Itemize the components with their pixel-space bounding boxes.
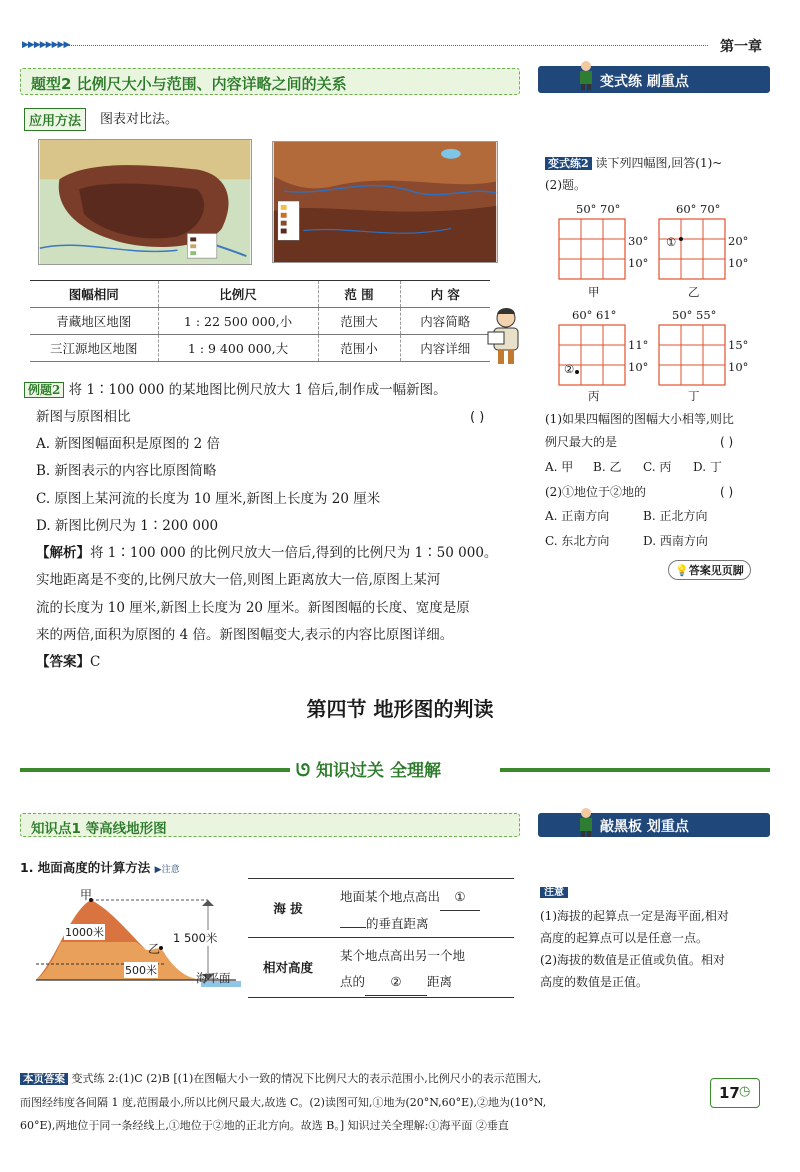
variant-tag: 变式练2: [545, 157, 592, 170]
grid-ding-lat-a: 15°: [728, 338, 749, 352]
q2-line: (2)①地位于②地的: [545, 485, 646, 499]
table-cell: 范围小: [318, 335, 400, 362]
table-header-row: [30, 281, 490, 308]
variant-intro-1: 变式练2 读下列四幅图,回答(1)~: [545, 152, 722, 175]
person-icon: [576, 60, 596, 90]
clock-icon: ◷: [739, 1084, 751, 1099]
note-box: [540, 880, 770, 993]
variant-practice-tag: 变式练 刷重点: [538, 66, 770, 93]
banner-line-left: [20, 768, 290, 772]
table-row: [30, 335, 490, 362]
col-header: 内 容: [400, 281, 490, 308]
grid-yi-lat-b: 10°: [728, 256, 749, 270]
qinghai-tibet-map: [38, 139, 252, 265]
chapter-label: 第一章: [720, 39, 762, 55]
banner-line-right: [500, 768, 770, 772]
analysis-label: 【解析】: [36, 545, 90, 561]
grid-yi-mark: ①: [666, 235, 677, 249]
grid-figures: [558, 202, 768, 403]
grid-bing-lat-b: 10°: [628, 360, 649, 374]
q1-opt-c: C. 丙: [643, 460, 672, 474]
q1-opt-a: A. 甲: [545, 460, 574, 474]
height-1500-label: 1 500米: [173, 931, 218, 945]
grid-jia-top: 50° 70°: [576, 202, 621, 216]
grid-yi: [658, 218, 728, 282]
point-jia-label: 甲: [80, 888, 93, 902]
bulb-icon: 💡: [675, 564, 689, 577]
grid-jia: [558, 218, 628, 282]
analysis-line1: 【解析】将 1∶100 000 的比例尺放大一倍后,得到的比例尺为 1∶50 000。: [36, 545, 498, 561]
example-stem-line1: [24, 377, 534, 404]
header-arrows: ▶▶▶▶▶▶▶▶: [22, 40, 70, 50]
calc-title: 1. 地面高度的计算方法 ▶注意: [20, 860, 180, 875]
grid-jia-lat-a: 30°: [628, 234, 649, 248]
grid-ding-lat-b: 10°: [728, 360, 749, 374]
variant-intro-2: (2)题。: [545, 178, 586, 192]
option-d: D. 新图比例尺为 1∶200 000: [36, 518, 219, 534]
answer-value: C: [90, 654, 101, 670]
teacher-icon: [576, 807, 596, 837]
swirl-icon: ᘎ: [296, 761, 311, 781]
comparison-table: [30, 280, 490, 362]
grid-yi-lat-a: 20°: [728, 234, 749, 248]
kp1-title: 知识点1 等高线地形图: [31, 821, 167, 837]
blackboard-tag: 敲黑板 划重点: [538, 813, 770, 837]
cartoon-reader-icon: [484, 306, 526, 368]
table-cell: 1 : 22 500 000,小: [158, 308, 318, 335]
grid-bing-mark: ②: [564, 362, 575, 376]
q2-opt-a: A. 正南方向: [545, 509, 610, 523]
def-key: 相对高度: [262, 960, 313, 975]
method-text: 图表对比法。: [100, 112, 179, 127]
q1-opt-d: D. 丁: [693, 460, 722, 474]
section-title: 第四节 地形图的判读: [306, 697, 494, 721]
grid-jia-lat-b: 10°: [628, 256, 649, 270]
q1-line1: (1)如果四幅图的图幅大小相等,则比: [545, 412, 734, 426]
analysis-line3: 流的长度为 10 厘米,新图上长度为 20 厘米。新图图幅的长度、宽度是原: [36, 600, 470, 616]
def-row-relative-height: [248, 938, 514, 998]
answer-line: [36, 649, 100, 676]
option-c: C. 原图上某河流的长度为 10 厘米,新图上长度为 20 厘米: [36, 491, 381, 507]
analysis-line2: 实地距离是不变的,比例尺放大一倍,则图上距离放大一倍,原图上某河: [36, 572, 441, 588]
footer-line: 而图经纬度各间隔 1 度,范围最小,所以比例尺最大,故选 C。(2)读图可知,①地为(20°N,60°E),②地为(10°N,: [20, 1096, 547, 1109]
height-500-label: 500米: [125, 964, 157, 977]
note-line: 高度的起算点可以是任意一点。: [540, 931, 709, 945]
grid-bing-name: 丙: [588, 389, 600, 403]
col-header: 比例尺: [158, 281, 318, 308]
type-title-bar: [20, 68, 520, 95]
grid-yi-name: 乙: [688, 285, 700, 299]
point-yi-label: 乙: [148, 942, 161, 956]
table-cell: 青藏地区地图: [30, 308, 158, 335]
q1-opt-b: B. 乙: [593, 460, 622, 474]
header-rule: [68, 45, 708, 46]
def-value: 某个地点高出另一个地 点的 ② 距离: [340, 943, 512, 996]
def-row-altitude: [248, 878, 514, 938]
blank-2[interactable]: ②: [365, 969, 427, 996]
grid-ding-name: 丁: [688, 389, 700, 403]
knowledge-banner: ᘎ 知识过关 全理解: [296, 761, 441, 781]
def-key: 海 拔: [273, 901, 303, 916]
q2-opt-b: B. 正北方向: [643, 509, 708, 523]
blank-1[interactable]: ①: [440, 884, 480, 911]
table-cell: 1 : 9 400 000,大: [158, 335, 318, 362]
page-number: 17: [719, 1084, 740, 1102]
sea-level-label: 海平面: [196, 971, 231, 985]
q2-paren: ( ): [720, 485, 734, 499]
q1-paren: ( ): [720, 435, 734, 449]
example-stem-2: 新图与原图相比: [36, 409, 131, 425]
table-cell: 内容简略: [400, 308, 490, 335]
q2-opt-c: C. 东北方向: [545, 534, 610, 548]
answer-label: 【答案】: [36, 654, 90, 670]
option-a: A. 新图图幅面积是原图的 2 倍: [36, 436, 221, 452]
note-tag: 注意: [540, 887, 568, 898]
analysis-line4: 来的两倍,面积为原图的 4 倍。新图图幅变大,表示的内容比原图详细。: [36, 627, 454, 643]
kp1-title-bar: [20, 813, 520, 837]
table-row: [30, 308, 490, 335]
q1-line2: 例尺最大的是: [545, 435, 618, 449]
height-1000-label: 1000米: [65, 926, 104, 939]
option-b: B. 新图表示的内容比原图简略: [36, 463, 217, 479]
example-stem-1: 将 1∶100 000 的某地图比例尺放大 1 倍后,制作成一幅新图。: [68, 382, 447, 398]
note-line: 高度的数值是正值。: [540, 975, 649, 989]
grid-bing-top: 60° 61°: [572, 308, 617, 322]
answer-footnote-link[interactable]: 💡答案见页脚: [668, 560, 751, 580]
col-header: 图幅相同: [30, 281, 158, 308]
sanjiangyuan-map: [272, 141, 498, 263]
note-line: (2)海拔的数值是正值或负值。相对: [540, 953, 725, 967]
table-cell: 范围大: [318, 308, 400, 335]
page-answer-tag: 本页答案: [20, 1073, 68, 1085]
example-paren: ( ): [470, 410, 485, 425]
grid-bing-lat-a: 11°: [628, 338, 649, 352]
footer-line: 60°E),两地位于同一条经线上,①地位于②地的正北方向。故选 B。] 知识过关全理解:①海平面 ②垂直: [20, 1119, 509, 1132]
grid-yi-top: 60° 70°: [676, 202, 721, 216]
grid-jia-name: 甲: [588, 285, 600, 299]
def-value: 地面某个地点高出 ① 的垂直距离: [340, 884, 512, 937]
note-line: (1)海拔的起算点一定是海平面,相对: [540, 909, 729, 923]
footer-answers: [20, 1067, 700, 1147]
note-marker: ▶注意: [154, 865, 180, 875]
q2-opt-d: D. 西南方向: [643, 534, 708, 548]
method-label: 应用方法: [24, 108, 86, 131]
table-cell: 三江源地区地图: [30, 335, 158, 362]
type-title: 题型2 比例尺大小与范围、内容详略之间的关系: [31, 75, 347, 93]
grid-ding-top: 50° 55°: [672, 308, 717, 322]
footer-line: 本页答案 变式练 2:(1)C (2)B [(1)在图幅大小一致的情况下比例尺大的表示范围小,比例尺小的表示范围大,: [20, 1067, 700, 1091]
col-header: 范 围: [318, 281, 400, 308]
page-number-box: [710, 1078, 760, 1108]
table-cell: 内容详细: [400, 335, 490, 362]
grid-ding: [658, 324, 728, 388]
grid-bing: [558, 324, 628, 388]
example-tag: 例题2: [24, 382, 64, 398]
